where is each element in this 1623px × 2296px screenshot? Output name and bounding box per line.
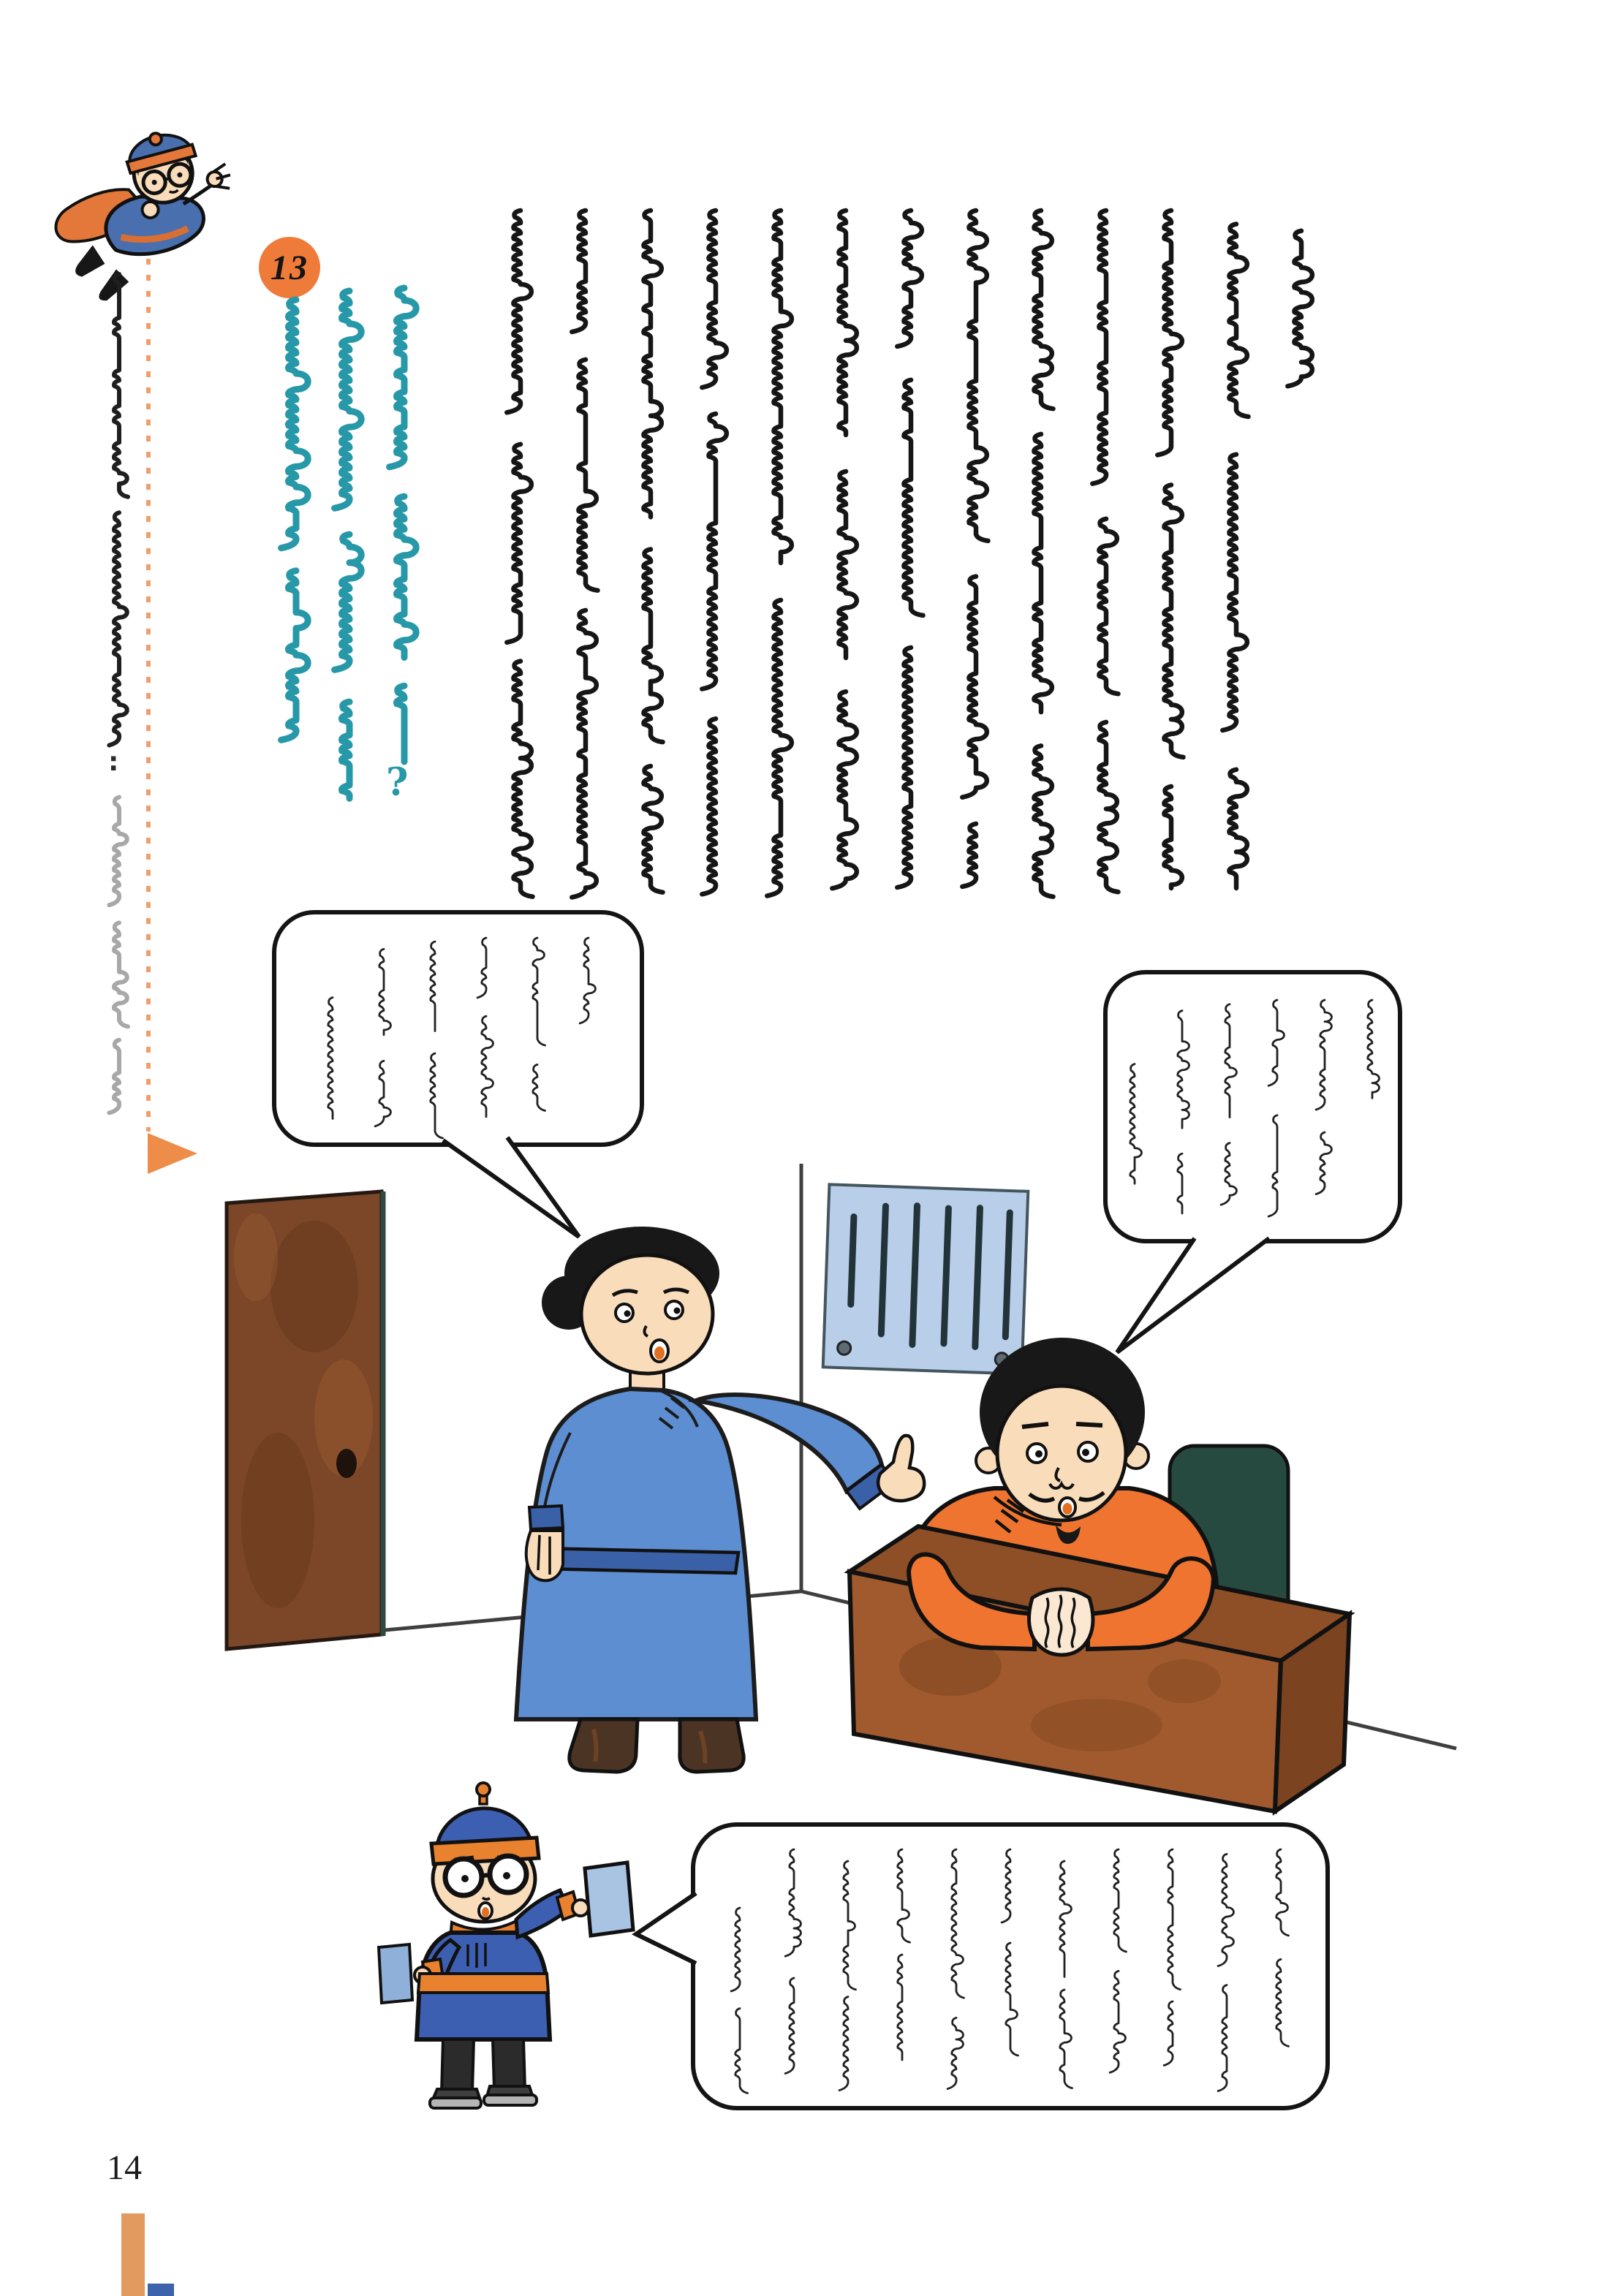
body-passage-script (507, 211, 1312, 898)
speech-bubble-woman-script (328, 938, 596, 1138)
lesson-number: 13 (270, 248, 309, 287)
sidebar-caption-script (109, 274, 128, 1113)
title-script (281, 288, 417, 798)
page-number: 14 (107, 2148, 142, 2187)
speech-bubble-man-script (1130, 1000, 1380, 1216)
speech-bubble-boy-script (731, 1849, 1288, 2094)
sidebar-separator: : (108, 747, 119, 777)
title-question-mark: ? (386, 760, 409, 805)
